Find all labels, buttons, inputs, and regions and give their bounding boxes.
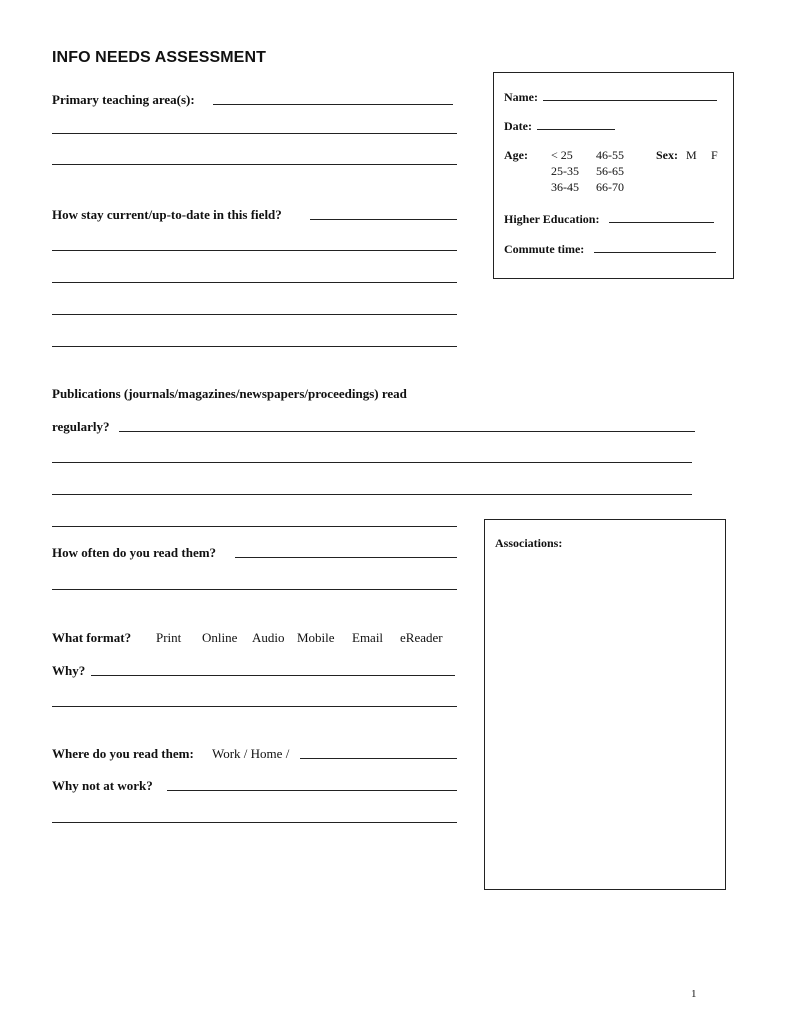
how-often-label: How often do you read them? bbox=[52, 545, 217, 560]
page-number: 1 bbox=[691, 988, 697, 1000]
primary-teaching-label: Primary teaching area(s): bbox=[52, 92, 195, 107]
format-option-online[interactable]: Online bbox=[202, 630, 238, 645]
where-read-field[interactable] bbox=[300, 758, 457, 759]
where-read-options[interactable]: Work / Home / bbox=[212, 746, 290, 761]
age-option-46-55[interactable]: 46-55 bbox=[596, 148, 624, 162]
age-option-56-65[interactable]: 56-65 bbox=[596, 164, 624, 178]
sex-label: Sex: bbox=[656, 148, 678, 162]
format-option-ereader[interactable]: eReader bbox=[400, 630, 443, 645]
sex-option-f[interactable]: F bbox=[711, 148, 718, 162]
publications-label: Publications (journals/magazines/newspapers/proceedings) read bbox=[52, 386, 407, 401]
commute-time-label: Commute time: bbox=[504, 242, 585, 256]
associations-box[interactable] bbox=[484, 519, 726, 890]
stay-current-label: How stay current/up-to-date in this field? bbox=[52, 207, 282, 222]
format-option-audio[interactable]: Audio bbox=[252, 630, 285, 645]
primary-teaching-field-line-3[interactable] bbox=[52, 164, 457, 165]
publications-field-line-2[interactable] bbox=[52, 462, 692, 463]
why-field-line-2[interactable] bbox=[52, 706, 457, 707]
where-read-label: Where do you read them: bbox=[52, 746, 194, 761]
publications-label-cont: regularly? bbox=[52, 419, 110, 434]
higher-education-label: Higher Education: bbox=[504, 212, 600, 226]
format-option-email[interactable]: Email bbox=[352, 630, 384, 645]
stay-current-field-line-5[interactable] bbox=[52, 346, 457, 347]
format-option-mobile[interactable]: Mobile bbox=[297, 630, 335, 645]
stay-current-field-line-2[interactable] bbox=[52, 250, 457, 251]
age-option-25-35[interactable]: 25-35 bbox=[551, 164, 579, 178]
why-label: Why? bbox=[52, 663, 86, 678]
publications-field-line-4[interactable] bbox=[52, 526, 457, 527]
higher-education-field[interactable] bbox=[609, 222, 714, 223]
age-option-under-25[interactable]: < 25 bbox=[551, 148, 573, 162]
primary-teaching-field[interactable] bbox=[213, 104, 453, 105]
commute-time-field[interactable] bbox=[594, 252, 716, 253]
why-not-work-field-line-2[interactable] bbox=[52, 822, 457, 823]
name-label: Name: bbox=[504, 90, 538, 104]
publications-field[interactable] bbox=[119, 431, 695, 432]
primary-teaching-field-line-2[interactable] bbox=[52, 133, 457, 134]
sex-option-m[interactable]: M bbox=[686, 148, 697, 162]
stay-current-field-line-4[interactable] bbox=[52, 314, 457, 315]
how-often-field[interactable] bbox=[235, 557, 457, 558]
date-label: Date: bbox=[504, 119, 532, 133]
date-field[interactable] bbox=[537, 129, 615, 130]
associations-label: Associations: bbox=[495, 536, 563, 550]
why-field[interactable] bbox=[91, 675, 455, 676]
publications-field-line-3[interactable] bbox=[52, 494, 692, 495]
personal-info-box bbox=[493, 72, 734, 279]
name-field[interactable] bbox=[543, 100, 717, 101]
format-option-print[interactable]: Print bbox=[156, 630, 182, 645]
stay-current-field-line-3[interactable] bbox=[52, 282, 457, 283]
why-not-work-label: Why not at work? bbox=[52, 778, 153, 793]
format-label: What format? bbox=[52, 630, 132, 645]
why-not-work-field[interactable] bbox=[167, 790, 457, 791]
form-title: INFO NEEDS ASSESSMENT bbox=[52, 49, 266, 66]
age-option-66-70[interactable]: 66-70 bbox=[596, 180, 624, 194]
age-option-36-45[interactable]: 36-45 bbox=[551, 180, 579, 194]
how-often-field-line-2[interactable] bbox=[52, 589, 457, 590]
stay-current-field[interactable] bbox=[310, 219, 457, 220]
age-label: Age: bbox=[504, 148, 528, 162]
